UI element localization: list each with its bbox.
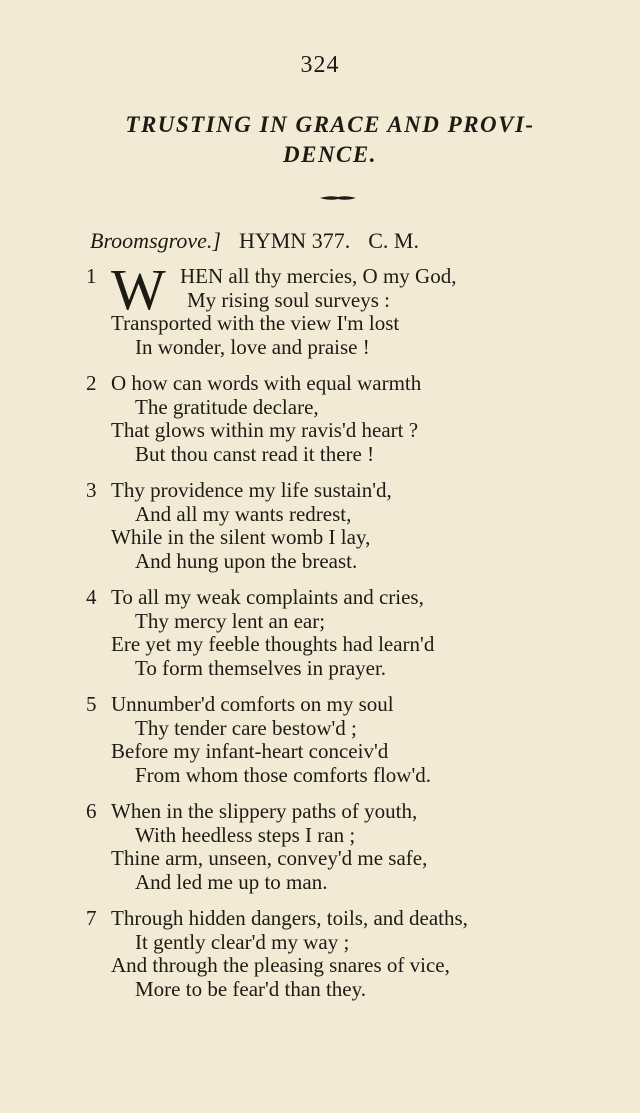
- verse-line: More to be fear'd than they.: [135, 976, 366, 1001]
- verse-line: Transported with the view I'm lost: [111, 311, 400, 335]
- verse-line: Before my infant-heart conceiv'd: [111, 739, 389, 763]
- verse-number: 3: [86, 478, 97, 502]
- verse-line: The gratitude declare,: [135, 394, 319, 419]
- verse-line: Thine arm, unseen, convey'd me safe,: [111, 846, 428, 870]
- hymn-meter: C. M.: [368, 228, 419, 253]
- verse-line: But thou canst read it there !: [135, 441, 375, 466]
- verse-line: Thy providence my life sustain'd,: [111, 478, 392, 502]
- verse-line: And hung upon the breast.: [135, 548, 358, 573]
- hymn-header: [90, 228, 570, 254]
- verse-line: To form themselves in prayer.: [135, 655, 387, 680]
- page-number: 324: [300, 52, 340, 78]
- verse-line: Thy mercy lent an ear;: [135, 608, 326, 633]
- verse-line: And led me up to man.: [135, 869, 328, 894]
- verse-4: [0, 586, 640, 680]
- verse-6: [0, 800, 640, 894]
- verse-line: Ere yet my feeble thoughts had learn'd: [111, 632, 435, 656]
- verse-line: To all my weak complaints and cries,: [111, 585, 424, 609]
- verse-line: When in the slippery paths of youth,: [111, 799, 418, 823]
- verse-7: [0, 907, 640, 1001]
- verse-line: While in the silent womb I lay,: [111, 525, 371, 549]
- verse-line: With heedless steps I ran ;: [135, 822, 356, 847]
- title-line-1: TRUSTING IN GRACE AND PROVI-: [125, 112, 535, 137]
- verse-line: And through the pleasing snares of vice,: [111, 953, 450, 977]
- verse-line: It gently clear'd my way ;: [135, 929, 350, 954]
- verse-line: My rising soul surveys :: [187, 287, 391, 312]
- verse-line: HEN all thy mercies, O my God,: [180, 264, 457, 288]
- verse-line: Thy tender care bestow'd ;: [135, 715, 357, 740]
- verse-number: 4: [86, 585, 97, 609]
- verse-2: [0, 372, 640, 466]
- verse-3: [0, 479, 640, 573]
- drop-cap: W: [111, 257, 166, 322]
- verse-line: Unnumber'd comforts on my soul: [111, 692, 394, 716]
- verse-line: In wonder, love and praise !: [135, 334, 370, 359]
- page-title: [90, 110, 570, 170]
- verse-5: [0, 693, 640, 787]
- verse-line: O how can words with equal warmth: [111, 371, 422, 395]
- hymn-label: HYMN 377.: [238, 228, 351, 253]
- ornament-dash-icon: [318, 193, 358, 203]
- verse-number: 1: [86, 264, 97, 288]
- verse-line: Through hidden dangers, toils, and deaths,: [111, 906, 468, 930]
- verse-number: 2: [86, 371, 97, 395]
- verse-number: 5: [86, 692, 97, 716]
- tune-name: Broomsgrove.]: [90, 228, 221, 253]
- verse-number: 6: [86, 799, 97, 823]
- hymn-verses: [0, 257, 640, 1014]
- title-line-2: DENCE.: [283, 142, 377, 167]
- verse-line: From whom those comforts flow'd.: [135, 762, 432, 787]
- verse-number: 7: [86, 906, 97, 930]
- verse-line: That glows within my ravis'd heart ?: [111, 418, 419, 442]
- verse-line: And all my wants redrest,: [135, 501, 352, 526]
- verse-1: [0, 257, 640, 359]
